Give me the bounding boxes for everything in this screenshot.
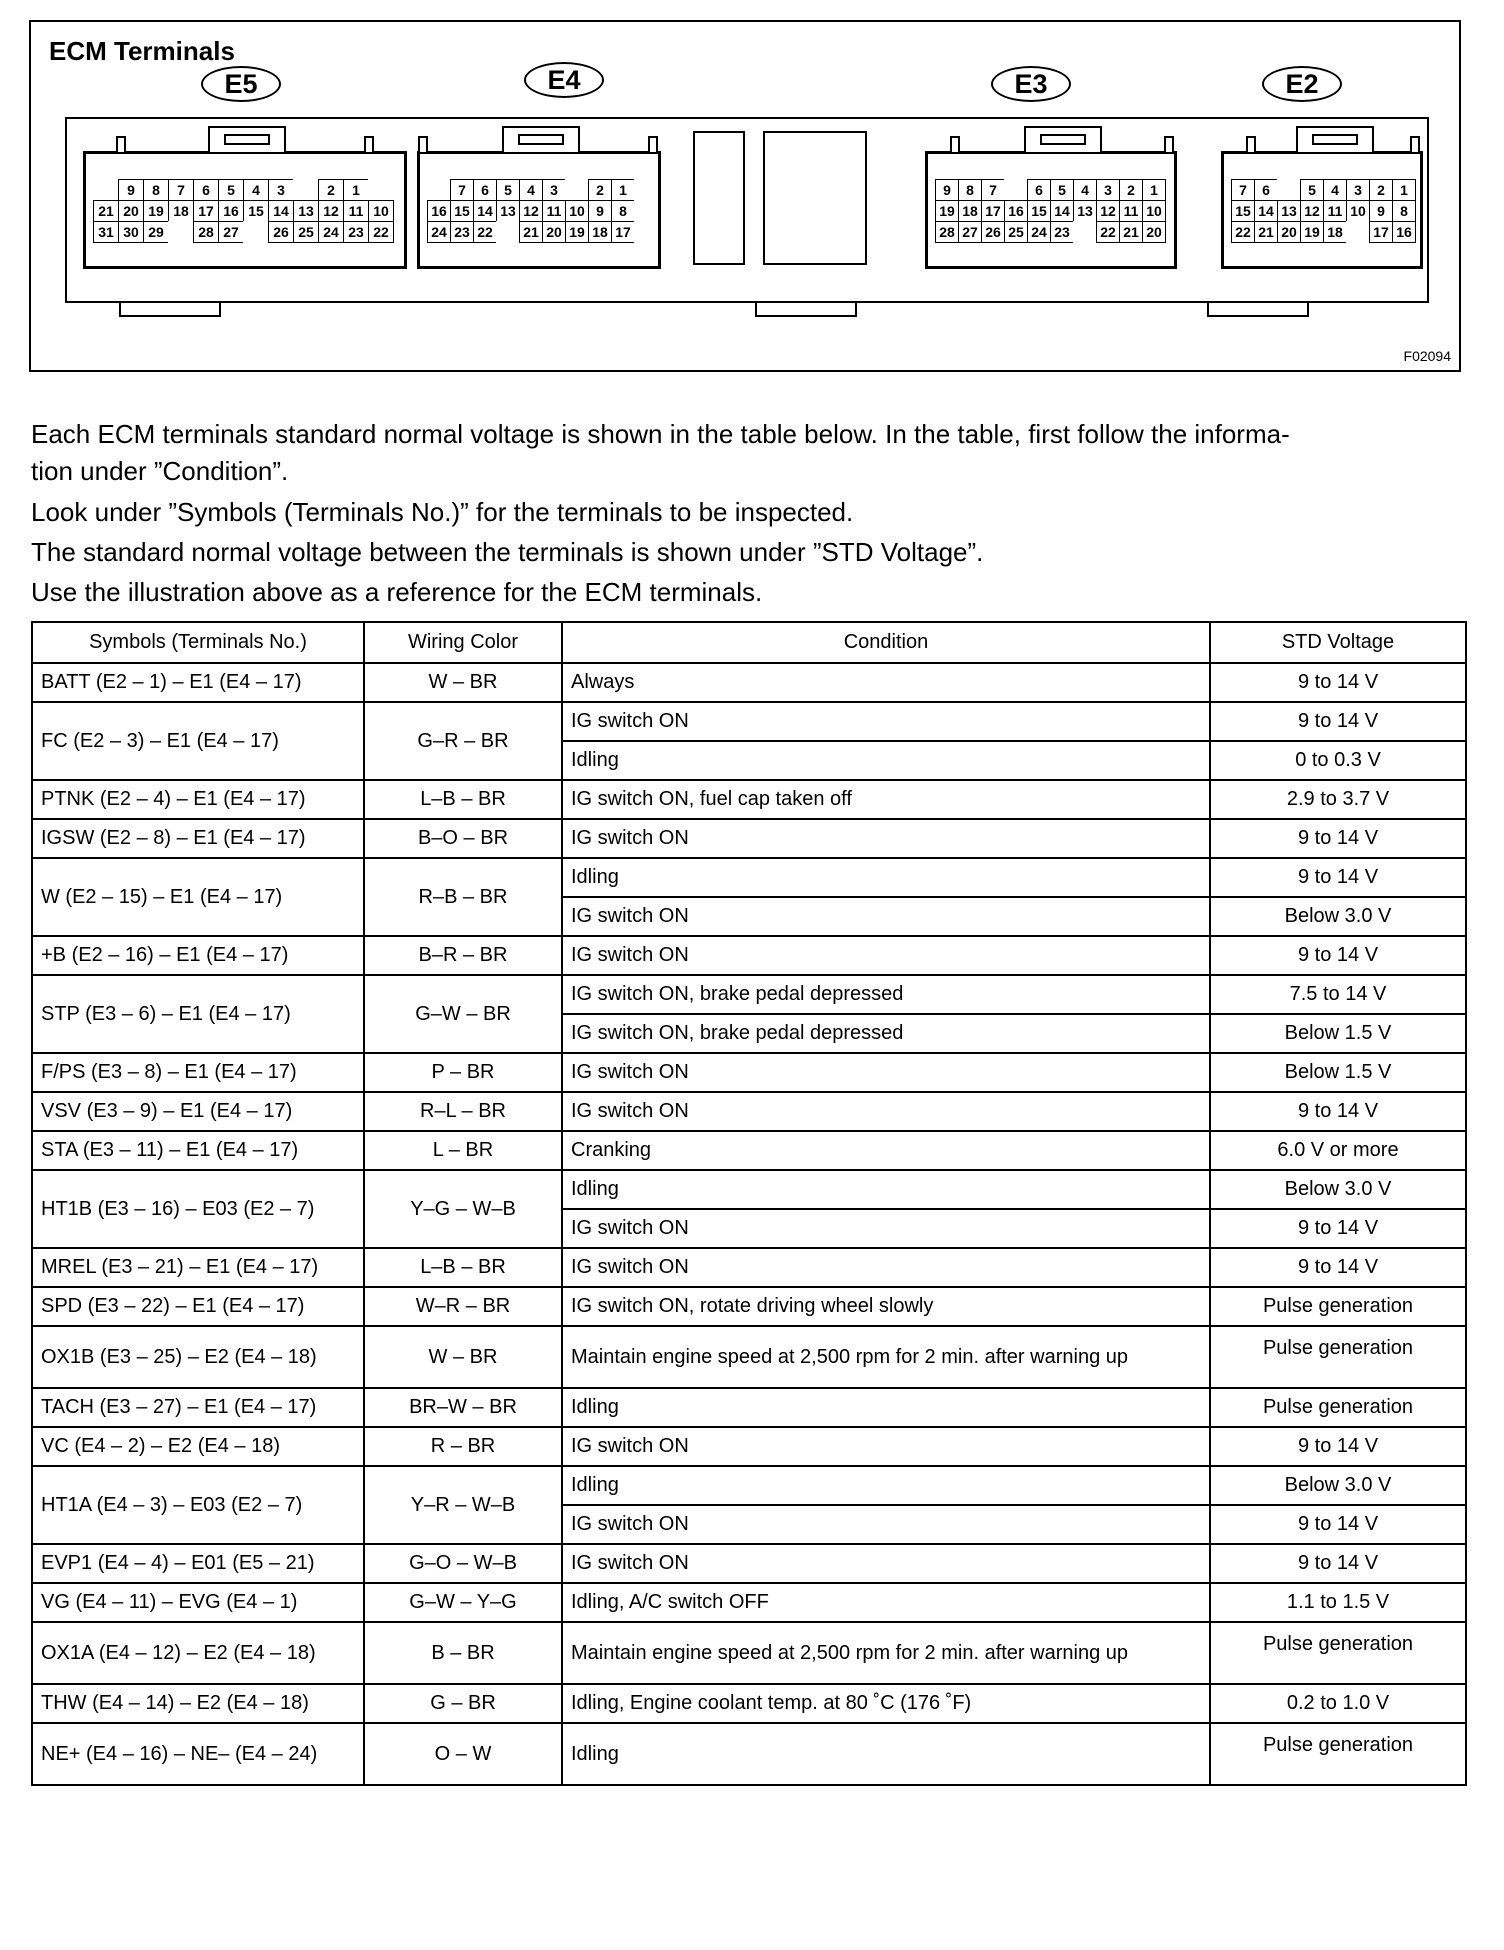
cell-symbol: PTNK (E2 – 4) – E1 (E4 – 17) [32, 780, 364, 819]
table-row [32, 780, 1466, 819]
terminal-pin: 2 [318, 179, 344, 201]
cell-symbol: EVP1 (E4 – 4) – E01 (E5 – 21) [32, 1544, 364, 1583]
terminal-pin: 9 [118, 179, 144, 201]
intro-line: Use the illustration above as a reference for the ECM terminals. [31, 577, 763, 607]
cell-wiring-color: Y–R – W–B [364, 1466, 562, 1544]
terminal-pin: 20 [118, 200, 144, 222]
empty-pin-slot [634, 221, 658, 243]
terminal-pin: 13 [496, 200, 520, 222]
cell-condition: Idling, A/C switch OFF [562, 1583, 1210, 1622]
cell-std-voltage: Below 3.0 V [1210, 1170, 1466, 1209]
terminal-pin: 12 [318, 200, 344, 222]
cell-wiring-color: P – BR [364, 1053, 562, 1092]
terminal-pin: 29 [143, 221, 169, 243]
cell-symbol: VC (E4 – 2) – E2 (E4 – 18) [32, 1427, 364, 1466]
terminal-pin: 20 [1142, 221, 1166, 243]
table-row [32, 819, 1466, 858]
cell-condition: IG switch ON, rotate driving wheel slowly [562, 1287, 1210, 1326]
terminal-pin: 10 [1346, 200, 1370, 222]
terminal-pin: 10 [1142, 200, 1166, 222]
terminal-pin: 27 [218, 221, 244, 243]
terminal-pin: 22 [473, 221, 497, 243]
terminal-pin: 7 [450, 179, 474, 201]
cell-wiring-color: R–L – BR [364, 1092, 562, 1131]
cell-condition: IG switch ON [562, 897, 1210, 936]
terminal-pin: 22 [1231, 221, 1255, 243]
cell-condition: Idling [562, 1466, 1210, 1505]
empty-pin-slot [368, 179, 394, 201]
empty-pin-slot [1277, 179, 1301, 201]
intro-line: tion under ”Condition”. [31, 456, 289, 486]
terminal-pin: 3 [1346, 179, 1370, 201]
cell-wiring-color: L–B – BR [364, 780, 562, 819]
cell-wiring-color: G–O – W–B [364, 1544, 562, 1583]
cell-condition: Idling, Engine coolant temp. at 80 ˚C (176 ˚F) [562, 1684, 1210, 1723]
terminal-pin: 1 [1142, 179, 1166, 201]
terminal-pin: 8 [958, 179, 982, 201]
intro-line: Each ECM terminals standard normal voltage is shown in the table below. In the table, first follow the informa- [31, 419, 1290, 449]
terminal-pin: 9 [1369, 200, 1393, 222]
empty-pin-slot [565, 179, 589, 201]
cell-condition: IG switch ON [562, 1427, 1210, 1466]
terminal-pin: 6 [1254, 179, 1278, 201]
cell-condition: Always [562, 663, 1210, 702]
terminal-pin: 17 [981, 200, 1005, 222]
terminal-pin: 31 [93, 221, 119, 243]
connector-e4 [417, 151, 661, 269]
connector-ear [950, 136, 960, 152]
terminal-pin: 25 [1004, 221, 1028, 243]
pin-grid-e4 [428, 180, 658, 243]
cell-condition: Cranking [562, 1131, 1210, 1170]
table-row [32, 975, 1466, 1014]
cell-condition: Maintain engine speed at 2,500 rpm for 2 min. after warning up [562, 1622, 1210, 1684]
cell-condition: IG switch ON, brake pedal depressed [562, 975, 1210, 1014]
terminal-pin: 1 [611, 179, 635, 201]
terminal-pin: 8 [1392, 200, 1416, 222]
cell-condition: Idling [562, 858, 1210, 897]
terminal-pin: 16 [1392, 221, 1416, 243]
connector-e2 [1221, 151, 1423, 269]
cell-std-voltage: 1.1 to 1.5 V [1210, 1583, 1466, 1622]
cell-std-voltage: 9 to 14 V [1210, 819, 1466, 858]
pin-grid-e5 [94, 180, 394, 243]
connector-e3 [925, 151, 1177, 269]
terminal-pin: 18 [588, 221, 612, 243]
cell-std-voltage: 9 to 14 V [1210, 858, 1466, 897]
cell-std-voltage: Pulse generation [1210, 1723, 1466, 1785]
table-row [32, 1466, 1466, 1505]
terminal-pin: 16 [427, 200, 451, 222]
cell-condition: IG switch ON [562, 936, 1210, 975]
housing-foot [1207, 303, 1309, 317]
terminal-pin: 5 [218, 179, 244, 201]
terminal-pin: 8 [611, 200, 635, 222]
cell-symbol: SPD (E3 – 22) – E1 (E4 – 17) [32, 1287, 364, 1326]
terminal-pin: 18 [1323, 221, 1347, 243]
cell-std-voltage: 9 to 14 V [1210, 1092, 1466, 1131]
terminal-pin: 24 [318, 221, 344, 243]
cell-std-voltage: Pulse generation [1210, 1622, 1466, 1684]
cell-condition: IG switch ON [562, 1505, 1210, 1544]
cell-condition: IG switch ON [562, 819, 1210, 858]
cell-std-voltage: 2.9 to 3.7 V [1210, 780, 1466, 819]
table-row [32, 1684, 1466, 1723]
connector-ear [1164, 136, 1174, 152]
empty-pin-slot [634, 179, 658, 201]
cell-symbol: OX1A (E4 – 12) – E2 (E4 – 18) [32, 1622, 364, 1684]
connector-label-e4: E4 [524, 62, 604, 98]
terminal-pin: 1 [1392, 179, 1416, 201]
header-symbols: Symbols (Terminals No.) [32, 622, 364, 663]
table-row [32, 663, 1466, 702]
terminal-pin: 19 [143, 200, 169, 222]
terminal-pin: 7 [168, 179, 194, 201]
cell-condition: IG switch ON, brake pedal depressed [562, 1014, 1210, 1053]
terminal-pin: 17 [193, 200, 219, 222]
cell-wiring-color: W–R – BR [364, 1287, 562, 1326]
connector-label-e3: E3 [991, 66, 1071, 102]
cell-symbol: STP (E3 – 6) – E1 (E4 – 17) [32, 975, 364, 1053]
terminal-pin: 22 [368, 221, 394, 243]
terminal-pin: 15 [1027, 200, 1051, 222]
terminal-pin: 18 [168, 200, 194, 222]
terminal-pin: 4 [1323, 179, 1347, 201]
table-row [32, 1170, 1466, 1209]
cell-condition: IG switch ON, fuel cap taken off [562, 780, 1210, 819]
table-header-row [32, 622, 1466, 663]
terminal-pin: 21 [93, 200, 119, 222]
cell-wiring-color: L–B – BR [364, 1248, 562, 1287]
cell-wiring-color: B – BR [364, 1622, 562, 1684]
empty-pin-slot [1004, 179, 1028, 201]
terminal-pin: 3 [1096, 179, 1120, 201]
terminal-pin: 30 [118, 221, 144, 243]
cell-std-voltage: Pulse generation [1210, 1287, 1466, 1326]
cell-wiring-color: G–W – BR [364, 975, 562, 1053]
table-row [32, 1131, 1466, 1170]
cell-std-voltage: 9 to 14 V [1210, 1209, 1466, 1248]
terminal-pin: 13 [1073, 200, 1097, 222]
cell-symbol: THW (E4 – 14) – E2 (E4 – 18) [32, 1684, 364, 1723]
terminal-pin: 16 [1004, 200, 1028, 222]
connector-latch [1296, 126, 1374, 152]
cell-wiring-color: B–R – BR [364, 936, 562, 975]
cell-wiring-color: R – BR [364, 1427, 562, 1466]
ecm-housing [65, 117, 1429, 303]
cell-condition: IG switch ON [562, 1092, 1210, 1131]
cell-symbol: TACH (E3 – 27) – E1 (E4 – 17) [32, 1388, 364, 1427]
terminal-pin: 20 [1277, 221, 1301, 243]
terminal-pin: 1 [343, 179, 369, 201]
pin-grid-e2 [1232, 180, 1416, 243]
cell-condition: IG switch ON [562, 1209, 1210, 1248]
cell-symbol: +B (E2 – 16) – E1 (E4 – 17) [32, 936, 364, 975]
cell-std-voltage: Below 3.0 V [1210, 897, 1466, 936]
cell-symbol: VG (E4 – 11) – EVG (E4 – 1) [32, 1583, 364, 1622]
cell-symbol: HT1B (E3 – 16) – E03 (E2 – 7) [32, 1170, 364, 1248]
table-row [32, 936, 1466, 975]
connector-ear [364, 136, 374, 152]
ecm-terminal-figure [29, 20, 1461, 372]
cell-std-voltage: Below 3.0 V [1210, 1466, 1466, 1505]
terminal-pin: 21 [1119, 221, 1143, 243]
connector-ear [418, 136, 428, 152]
table-body [32, 663, 1466, 1785]
terminal-pin: 5 [1050, 179, 1074, 201]
cell-std-voltage: 7.5 to 14 V [1210, 975, 1466, 1014]
cell-std-voltage: 0.2 to 1.0 V [1210, 1684, 1466, 1723]
table-row [32, 1287, 1466, 1326]
cell-condition: Maintain engine speed at 2,500 rpm for 2 min. after warning up [562, 1326, 1210, 1388]
connector-ear [1410, 136, 1420, 152]
connector-label-e2: E2 [1262, 66, 1342, 102]
cell-wiring-color: W – BR [364, 663, 562, 702]
empty-pin-slot [1073, 221, 1097, 243]
terminal-pin: 5 [1300, 179, 1324, 201]
table-row [32, 1622, 1466, 1684]
connector-label-e5: E5 [201, 66, 281, 102]
terminal-pin: 4 [1073, 179, 1097, 201]
cell-wiring-color: Y–G – W–B [364, 1170, 562, 1248]
terminal-pin: 2 [588, 179, 612, 201]
cell-condition: Idling [562, 1170, 1210, 1209]
terminal-pin: 8 [143, 179, 169, 201]
empty-pin-slot [1346, 221, 1370, 243]
table-row [32, 1388, 1466, 1427]
cell-symbol: IGSW (E2 – 8) – E1 (E4 – 17) [32, 819, 364, 858]
table-row [32, 1326, 1466, 1388]
cell-std-voltage: 9 to 14 V [1210, 1248, 1466, 1287]
terminal-pin: 20 [542, 221, 566, 243]
terminal-pin: 2 [1119, 179, 1143, 201]
terminal-pin: 10 [368, 200, 394, 222]
terminal-pin: 19 [1300, 221, 1324, 243]
intro-line: The standard normal voltage between the terminals is shown under ”STD Voltage”. [31, 537, 984, 567]
figure-title: ECM Terminals [49, 36, 235, 66]
empty-pin-slot [293, 179, 319, 201]
terminal-pin: 6 [193, 179, 219, 201]
terminal-pin: 15 [450, 200, 474, 222]
table-row [32, 858, 1466, 897]
cell-std-voltage: 9 to 14 V [1210, 663, 1466, 702]
connector-latch [1024, 126, 1102, 152]
table-row [32, 1092, 1466, 1131]
terminal-pin: 11 [542, 200, 566, 222]
cell-wiring-color: B–O – BR [364, 819, 562, 858]
empty-pin-slot [427, 179, 451, 201]
terminal-pin: 15 [243, 200, 269, 222]
cell-wiring-color: O – W [364, 1723, 562, 1785]
cell-wiring-color: G–R – BR [364, 702, 562, 780]
pin-grid-e3 [936, 180, 1166, 243]
terminal-pin: 3 [268, 179, 294, 201]
terminal-pin: 27 [958, 221, 982, 243]
table-row [32, 1427, 1466, 1466]
terminal-pin: 9 [588, 200, 612, 222]
terminal-pin: 23 [1050, 221, 1074, 243]
cell-std-voltage: Pulse generation [1210, 1388, 1466, 1427]
cell-symbol: BATT (E2 – 1) – E1 (E4 – 17) [32, 663, 364, 702]
terminal-pin: 11 [1323, 200, 1347, 222]
cell-wiring-color: G–W – Y–G [364, 1583, 562, 1622]
terminal-pin: 9 [935, 179, 959, 201]
terminal-pin: 22 [1096, 221, 1120, 243]
connector-e5 [83, 151, 407, 269]
cell-wiring-color: R–B – BR [364, 858, 562, 936]
terminal-pin: 19 [935, 200, 959, 222]
table-row [32, 702, 1466, 741]
terminal-pin: 15 [1231, 200, 1255, 222]
cell-condition: IG switch ON [562, 1053, 1210, 1092]
cell-std-voltage: Below 1.5 V [1210, 1014, 1466, 1053]
cell-condition: IG switch ON [562, 1544, 1210, 1583]
cell-condition: IG switch ON [562, 1248, 1210, 1287]
cell-condition: IG switch ON [562, 702, 1210, 741]
terminal-pin: 21 [1254, 221, 1278, 243]
cell-condition: Idling [562, 1723, 1210, 1785]
housing-foot [755, 303, 857, 317]
terminal-pin: 16 [218, 200, 244, 222]
terminal-pin: 24 [427, 221, 451, 243]
terminal-pin: 3 [542, 179, 566, 201]
terminal-pin: 7 [981, 179, 1005, 201]
terminal-pin: 12 [519, 200, 543, 222]
terminal-pin: 13 [293, 200, 319, 222]
terminal-pin: 5 [496, 179, 520, 201]
terminal-pin: 14 [268, 200, 294, 222]
terminal-pin: 2 [1369, 179, 1393, 201]
empty-pin-slot [93, 179, 119, 201]
terminal-pin: 23 [450, 221, 474, 243]
table-row [32, 1544, 1466, 1583]
housing-foot [119, 303, 221, 317]
cell-condition: Idling [562, 1388, 1210, 1427]
terminal-pin: 28 [193, 221, 219, 243]
cell-std-voltage: 9 to 14 V [1210, 1544, 1466, 1583]
cell-std-voltage: 9 to 14 V [1210, 936, 1466, 975]
empty-pin-slot [496, 221, 520, 243]
cell-std-voltage: 9 to 14 V [1210, 1505, 1466, 1544]
terminal-pin: 19 [565, 221, 589, 243]
connector-ear [1246, 136, 1256, 152]
terminal-pin: 21 [519, 221, 543, 243]
terminal-pin: 28 [935, 221, 959, 243]
terminal-pin: 17 [611, 221, 635, 243]
table-row [32, 1723, 1466, 1785]
terminal-pin: 26 [981, 221, 1005, 243]
terminal-pin: 18 [958, 200, 982, 222]
header-wiring-color: Wiring Color [364, 622, 562, 663]
cell-std-voltage: 0 to 0.3 V [1210, 741, 1466, 780]
terminal-pin: 6 [473, 179, 497, 201]
terminal-pin: 6 [1027, 179, 1051, 201]
cell-symbol: HT1A (E4 – 3) – E03 (E2 – 7) [32, 1466, 364, 1544]
connector-ear [116, 136, 126, 152]
cell-wiring-color: L – BR [364, 1131, 562, 1170]
cell-std-voltage: Below 1.5 V [1210, 1053, 1466, 1092]
cell-wiring-color: W – BR [364, 1326, 562, 1388]
blank-slot [763, 131, 867, 265]
cell-symbol: STA (E3 – 11) – E1 (E4 – 17) [32, 1131, 364, 1170]
terminal-pin: 4 [243, 179, 269, 201]
cell-symbol: F/PS (E3 – 8) – E1 (E4 – 17) [32, 1053, 364, 1092]
cell-symbol: VSV (E3 – 9) – E1 (E4 – 17) [32, 1092, 364, 1131]
voltage-table [31, 621, 1467, 1786]
terminal-pin: 11 [343, 200, 369, 222]
terminal-pin: 10 [565, 200, 589, 222]
intro-line: Look under ”Symbols (Terminals No.)” for the terminals to be inspected. [31, 497, 854, 527]
table-row [32, 1053, 1466, 1092]
terminal-pin: 14 [1050, 200, 1074, 222]
cell-condition: Idling [562, 741, 1210, 780]
cell-std-voltage: 9 to 14 V [1210, 1427, 1466, 1466]
cell-symbol: W (E2 – 15) – E1 (E4 – 17) [32, 858, 364, 936]
empty-pin-slot [243, 221, 269, 243]
terminal-pin: 23 [343, 221, 369, 243]
empty-pin-slot [168, 221, 194, 243]
header-condition: Condition [562, 622, 1210, 663]
connector-ear [648, 136, 658, 152]
empty-pin-slot [634, 200, 658, 222]
header-std-voltage: STD Voltage [1210, 622, 1466, 663]
cell-symbol: NE+ (E4 – 16) – NE– (E4 – 24) [32, 1723, 364, 1785]
terminal-pin: 17 [1369, 221, 1393, 243]
cell-wiring-color: BR–W – BR [364, 1388, 562, 1427]
cell-symbol: MREL (E3 – 21) – E1 (E4 – 17) [32, 1248, 364, 1287]
terminal-pin: 13 [1277, 200, 1301, 222]
terminal-pin: 11 [1119, 200, 1143, 222]
table-row [32, 1248, 1466, 1287]
terminal-pin: 12 [1300, 200, 1324, 222]
cell-std-voltage: 6.0 V or more [1210, 1131, 1466, 1170]
terminal-pin: 26 [268, 221, 294, 243]
cell-std-voltage: 9 to 14 V [1210, 702, 1466, 741]
connector-latch [208, 126, 286, 152]
connector-latch [502, 126, 580, 152]
cell-symbol: FC (E2 – 3) – E1 (E4 – 17) [32, 702, 364, 780]
terminal-pin: 14 [1254, 200, 1278, 222]
blank-slot [693, 131, 745, 265]
table-row [32, 1583, 1466, 1622]
terminal-pin: 4 [519, 179, 543, 201]
cell-std-voltage: Pulse generation [1210, 1326, 1466, 1388]
terminal-pin: 12 [1096, 200, 1120, 222]
terminal-pin: 7 [1231, 179, 1255, 201]
terminal-pin: 24 [1027, 221, 1051, 243]
cell-symbol: OX1B (E3 – 25) – E2 (E4 – 18) [32, 1326, 364, 1388]
cell-wiring-color: G – BR [364, 1684, 562, 1723]
terminal-pin: 25 [293, 221, 319, 243]
terminal-pin: 14 [473, 200, 497, 222]
figure-code: F02094 [1403, 348, 1451, 364]
